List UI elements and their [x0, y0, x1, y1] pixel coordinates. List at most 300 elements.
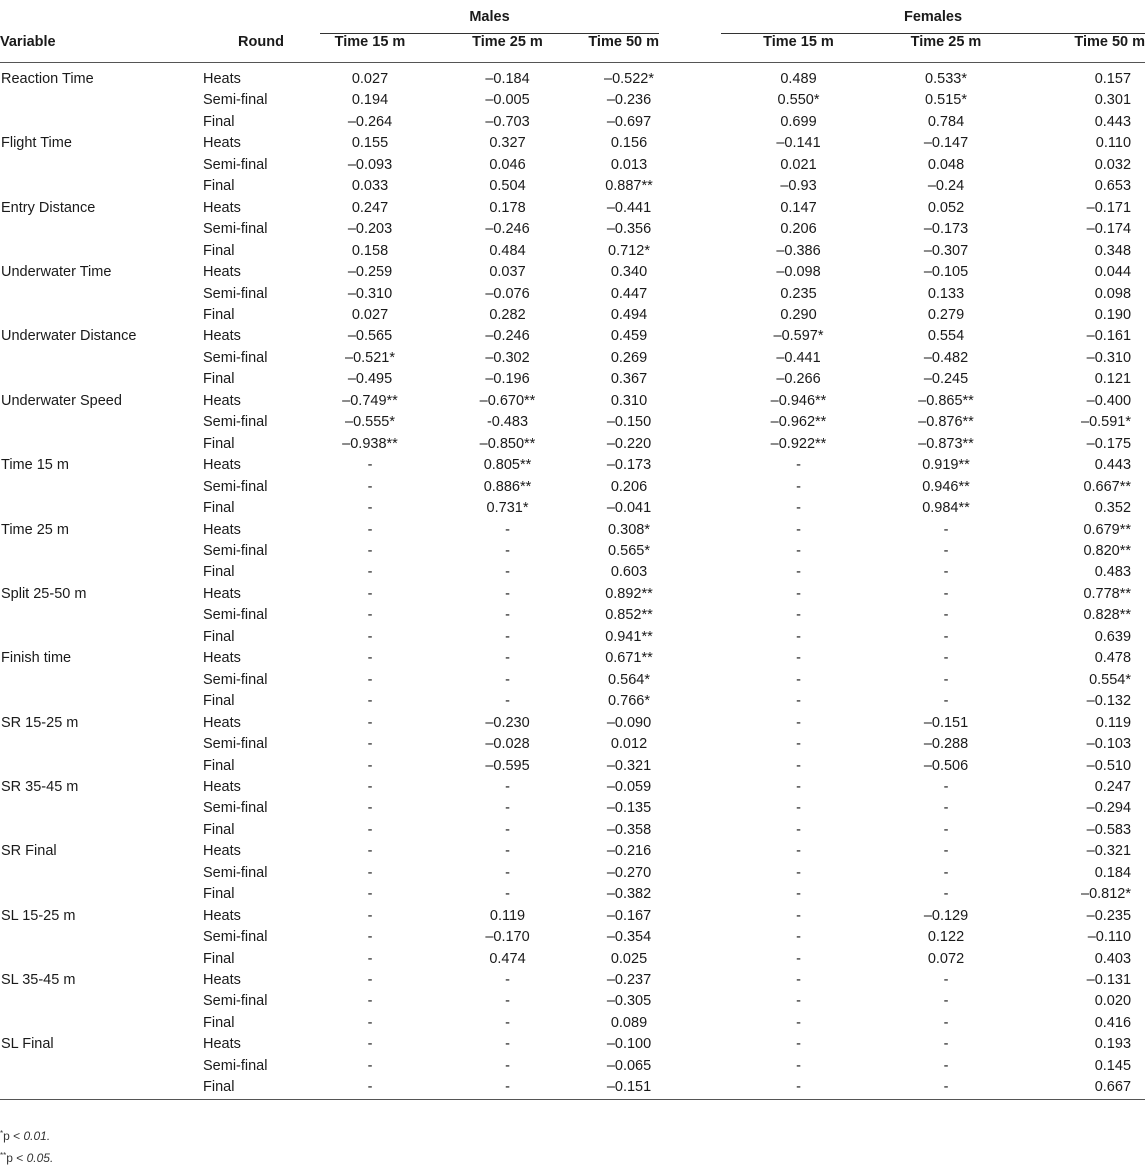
cell-round: Semi-final — [203, 542, 268, 559]
table-row — [0, 391, 1145, 412]
cell-variable: Underwater Distance — [1, 328, 137, 345]
cell-females-time50: 0.483 — [1094, 564, 1132, 581]
cell-females-time25: - — [943, 800, 949, 817]
cell-males-time50-value: –0.354 — [606, 929, 652, 946]
table-row — [0, 1034, 1145, 1055]
cell-males-time15: - — [367, 1014, 373, 1031]
cell-females-time50: 0.184 — [1094, 864, 1132, 881]
cell-gap — [659, 1013, 721, 1034]
cell-males-time50-value: 0.887** — [605, 178, 653, 195]
cell-females-time25: –0.151 — [923, 714, 969, 731]
cell-females-time25: 0.554 — [927, 328, 965, 345]
cell-gap — [659, 777, 721, 798]
cell-round: Semi-final — [203, 349, 268, 366]
table-row — [0, 477, 1145, 498]
cell-round: Heats — [203, 1036, 241, 1053]
cell-males-time50-value: 0.671** — [605, 650, 653, 667]
cell-gap — [659, 477, 721, 498]
cell-males-time50-value: –0.270 — [606, 864, 652, 881]
cell-females-time50: 0.679** — [1083, 521, 1132, 538]
cell-females-time15: –0.946** — [770, 392, 827, 409]
cell-females-time15: - — [796, 886, 801, 903]
cell-males-time50 — [595, 348, 659, 369]
cell-males-time25: - — [505, 864, 510, 881]
cell-variable — [0, 155, 202, 176]
cell-females-time15: - — [796, 714, 801, 731]
cell-males-time15: –0.264 — [347, 113, 393, 130]
cell-females-time15: - — [796, 929, 801, 946]
cell-males-time50 — [595, 326, 659, 347]
cell-variable: Finish time — [1, 650, 72, 667]
cell-males-time15: 0.247 — [351, 199, 389, 216]
cell-males-time25: –0.184 — [485, 71, 530, 87]
cell-gap — [659, 348, 721, 369]
cell-round: Final — [203, 178, 235, 195]
cell-variable — [0, 605, 202, 626]
cell-females-time25: - — [943, 607, 949, 624]
cell-variable — [0, 627, 202, 648]
cell-round: Heats — [203, 457, 241, 474]
cell-males-time15: - — [367, 564, 373, 581]
cell-females-time15: - — [796, 843, 801, 860]
col-header-males-time15: Time 15 m — [320, 34, 420, 63]
cell-females-time15: - — [796, 907, 801, 924]
cell-males-time50 — [595, 863, 659, 884]
cell-gap — [659, 1056, 721, 1077]
cell-females-time50: 0.403 — [1094, 950, 1132, 967]
cell-variable: SR 15-25 m — [1, 714, 79, 731]
cell-males-time15: –0.749** — [342, 392, 398, 409]
table-row — [0, 648, 1145, 669]
cell-males-time15: 0.194 — [351, 92, 389, 109]
cell-females-time50: 0.145 — [1094, 1057, 1132, 1074]
table-row — [0, 133, 1145, 154]
cell-females-time15: 0.206 — [780, 221, 817, 238]
cell-males-time50-value: –0.220 — [606, 435, 652, 452]
cell-round: Final — [202, 1077, 320, 1099]
cell-males-time50-value: –0.216 — [606, 843, 652, 860]
cell-males-time25: - — [505, 650, 510, 667]
col-header-variable: Variable — [0, 34, 202, 63]
cell-variable: SL Final — [1, 1036, 54, 1053]
cell-males-time15: - — [367, 778, 373, 795]
cell-females-time25: - — [943, 671, 949, 688]
cell-gap — [659, 884, 721, 905]
cell-females-time25: - — [943, 1036, 949, 1053]
cell-males-time15: - — [367, 457, 373, 474]
cell-females-time25: –0.129 — [923, 907, 969, 924]
cell-variable — [0, 412, 202, 433]
cell-gap — [659, 691, 721, 712]
cell-females-time25: –0.506 — [923, 757, 969, 774]
cell-round: Heats — [203, 264, 241, 281]
cell-males-time15: 0.158 — [351, 242, 389, 259]
cell-males-time15: –0.521* — [345, 349, 395, 366]
cell-females-time25: 0.279 — [927, 306, 965, 323]
cell-females-time50: 0.348 — [1094, 242, 1132, 259]
cell-males-time50 — [595, 841, 659, 862]
col-header-females-time25: Time 25 m — [876, 34, 1016, 63]
cell-males-time25: –0.850** — [479, 435, 536, 452]
cell-females-time25: - — [943, 650, 949, 667]
table-row — [0, 326, 1145, 347]
cell-males-time15: –0.565 — [347, 328, 393, 345]
cell-females-time25: - — [943, 521, 949, 538]
table-row — [0, 155, 1145, 176]
cell-round: Semi-final — [203, 1057, 268, 1074]
cell-females-time25: - — [943, 628, 949, 645]
cell-females-time25: - — [943, 693, 949, 710]
table-row — [0, 112, 1145, 133]
cell-females-time15: - — [796, 1014, 801, 1031]
cell-males-time25: - — [505, 521, 510, 538]
cell-males-time25: - — [505, 1057, 510, 1074]
cell-males-time25: - — [505, 1036, 510, 1053]
cell-females-time50: –0.235 — [1086, 907, 1132, 924]
cell-males-time25: 0.805** — [483, 457, 532, 474]
cell-females-time50: –0.131 — [1086, 972, 1132, 989]
cell-variable — [0, 756, 202, 777]
cell-females-time15: - — [796, 607, 801, 624]
cell-gap — [659, 520, 721, 541]
cell-round: Final — [203, 306, 235, 323]
cell-females-time50: 0.032 — [1094, 156, 1132, 173]
cell-females-time50: –0.174 — [1086, 221, 1132, 238]
cell-males-time50 — [595, 369, 659, 390]
cell-males-time15: - — [367, 1036, 373, 1053]
cell-males-time50-value: –0.697 — [606, 113, 652, 130]
cell-males-time25: –0.246 — [485, 221, 530, 238]
cell-males-time50 — [595, 498, 659, 519]
cell-males-time50 — [595, 777, 659, 798]
cell-females-time15: 0.699 — [780, 113, 817, 130]
cell-males-time50 — [595, 391, 659, 412]
cell-males-time50-value: 0.269 — [610, 349, 648, 366]
cell-males-time50-value: –0.100 — [606, 1036, 652, 1053]
cell-females-time50: 0.416 — [1094, 1014, 1132, 1031]
table-row — [0, 1056, 1145, 1077]
cell-males-time50-value: 0.025 — [610, 950, 648, 967]
cell-females-time15: –0.441 — [776, 349, 821, 366]
cell-males-time50-value: –0.522* — [604, 71, 654, 87]
cell-variable — [0, 798, 202, 819]
cell-males-time50-value: 0.340 — [610, 264, 648, 281]
cell-round: Heats — [203, 650, 241, 667]
cell-gap — [659, 991, 721, 1012]
cell-females-time50: –0.132 — [1086, 693, 1132, 710]
footnote-1-mark: * — [0, 1129, 4, 1138]
cell-variable — [0, 348, 202, 369]
cell-males-time50 — [595, 90, 659, 111]
cell-males-time25: 0.484 — [489, 242, 526, 259]
cell-gap — [659, 841, 721, 862]
cell-variable: Split 25-50 m — [1, 585, 87, 602]
cell-variable — [0, 541, 202, 562]
cell-males-time25: 0.886** — [483, 478, 532, 495]
cell-round: Semi-final — [203, 221, 268, 238]
cell-males-time50-value: –0.305 — [606, 993, 652, 1010]
cell-males-time50 — [595, 1034, 659, 1055]
cell-gap — [659, 498, 721, 519]
cell-variable — [0, 884, 202, 905]
cell-males-time15: - — [367, 478, 373, 495]
cell-females-time50: 0.443 — [1094, 113, 1132, 130]
cell-males-time50 — [595, 713, 659, 734]
cell-males-time50-value: –0.059 — [606, 778, 652, 795]
cell-females-time15: - — [796, 864, 801, 881]
cell-males-time50-value: –0.151 — [606, 1079, 652, 1096]
col-header-males-time25: Time 25 m — [420, 34, 595, 63]
cell-males-time50-value: –0.358 — [606, 821, 652, 838]
group-females: Females — [721, 0, 1145, 34]
table-row — [0, 241, 1145, 262]
cell-males-time15: –0.938** — [342, 435, 398, 452]
cell-variable: SR Final — [1, 843, 57, 860]
cell-females-time25: - — [943, 864, 949, 881]
cell-gap — [659, 155, 721, 176]
cell-variable: Reaction Time — [1, 71, 94, 87]
cell-variable — [0, 820, 202, 841]
cell-males-time50-value: 0.012 — [610, 736, 648, 753]
cell-females-time25: 0.048 — [927, 156, 965, 173]
cell-males-time50 — [595, 176, 659, 197]
cell-males-time50-value: 0.564* — [608, 671, 650, 688]
cell-males-time25: –0.703 — [485, 113, 530, 130]
cell-males-time15: - — [367, 950, 373, 967]
cell-round: Semi-final — [203, 156, 268, 173]
cell-round: Heats — [203, 135, 241, 152]
group-header-row — [0, 0, 1145, 34]
cell-variable — [0, 734, 202, 755]
group-spacer — [202, 0, 320, 34]
cell-variable: SL 35-45 m — [1, 972, 76, 989]
cell-males-time15: - — [367, 972, 373, 989]
table-row — [0, 63, 1145, 91]
cell-males-time50 — [595, 455, 659, 476]
table-row — [0, 348, 1145, 369]
cell-round: Final — [203, 950, 235, 967]
table-row — [0, 777, 1145, 798]
cell-females-time15: - — [796, 650, 801, 667]
cell-males-time50 — [595, 155, 659, 176]
table-row — [0, 949, 1145, 970]
cell-gap — [659, 369, 721, 390]
table-row — [0, 605, 1145, 626]
cell-variable: Time 15 m — [1, 457, 69, 474]
cell-males-time25: -0.483 — [486, 414, 529, 431]
cell-males-time50 — [595, 541, 659, 562]
cell-females-time50: 0.190 — [1094, 306, 1132, 323]
cell-females-time25: –0.865** — [918, 392, 974, 409]
cell-females-time25: 0.984** — [922, 500, 970, 517]
cell-males-time50 — [595, 627, 659, 648]
cell-variable — [0, 90, 202, 111]
cell-females-time25: 0.133 — [927, 285, 965, 302]
cell-males-time25: 0.504 — [489, 178, 526, 195]
table-row — [0, 562, 1145, 583]
cell-females-time15: - — [796, 993, 801, 1010]
cell-females-time25: 0.052 — [927, 199, 965, 216]
cell-males-time25: 0.327 — [489, 135, 526, 152]
cell-gap — [659, 241, 721, 262]
cell-males-time50-value: 0.852** — [605, 607, 653, 624]
cell-females-time50: 0.443 — [1094, 457, 1132, 474]
cell-females-time50: –0.161 — [1086, 328, 1132, 345]
table-row — [0, 90, 1145, 111]
table-row — [0, 670, 1145, 691]
cell-round: Semi-final — [203, 993, 268, 1010]
table-body — [0, 63, 1145, 1100]
table-row — [0, 262, 1145, 283]
footnote-2-text-b: 0.05. — [26, 1151, 54, 1165]
cell-females-time15: - — [796, 500, 801, 517]
cell-round: Final — [203, 242, 235, 259]
cell-males-time50 — [595, 219, 659, 240]
cell-variable: Underwater Speed — [1, 392, 122, 409]
cell-females-time50: –0.103 — [1086, 736, 1132, 753]
table-row — [0, 841, 1145, 862]
cell-round: Final — [203, 821, 235, 838]
cell-variable — [0, 434, 202, 455]
cell-females-time25: 0.072 — [927, 950, 965, 967]
cell-males-time25: –0.005 — [485, 92, 530, 109]
cell-variable — [0, 991, 202, 1012]
cell-males-time50 — [595, 820, 659, 841]
cell-females-time25: - — [943, 1057, 949, 1074]
cell-males-time50 — [595, 970, 659, 991]
cell-females-time25: –0.147 — [923, 135, 969, 152]
cell-gap — [659, 863, 721, 884]
cell-females-time50: 0.157 — [1094, 71, 1132, 87]
cell-gap — [659, 670, 721, 691]
cell-males-time50-value: 0.367 — [610, 371, 648, 388]
cell-gap — [659, 970, 721, 991]
footnote-1-text-b: 0.01. — [23, 1129, 51, 1143]
cell-males-time50-value: 0.494 — [610, 306, 648, 323]
cell-males-time25: - — [505, 886, 510, 903]
cell-females-time25: 0.515* — [925, 92, 967, 109]
cell-females-time15: - — [796, 821, 801, 838]
cell-males-time15: - — [367, 628, 373, 645]
cell-males-time50-value: 0.565* — [608, 542, 650, 559]
cell-females-time25: –0.876** — [918, 414, 974, 431]
cell-males-time50 — [595, 584, 659, 605]
cell-males-time50 — [595, 906, 659, 927]
cell-males-time25: - — [505, 778, 510, 795]
cell-males-time50-value: –0.356 — [606, 221, 652, 238]
cell-females-time15: 0.021 — [780, 156, 817, 173]
cell-females-time50: 0.301 — [1094, 92, 1132, 109]
cell-females-time15: - — [796, 1036, 801, 1053]
cell-females-time25: - — [943, 564, 949, 581]
cell-females-time50: –0.591* — [1081, 414, 1132, 431]
cell-males-time25: –0.595 — [485, 757, 530, 774]
cell-males-time15: 0.027 — [351, 306, 389, 323]
cell-males-time50-value: 0.310 — [610, 392, 648, 409]
group-gap — [659, 0, 721, 34]
cell-males-time15: - — [367, 843, 373, 860]
cell-gap — [659, 756, 721, 777]
cell-females-time15: - — [721, 1077, 876, 1099]
cell-males-time50 — [595, 798, 659, 819]
cell-males-time50-value: 0.206 — [610, 478, 648, 495]
table-row — [0, 198, 1145, 219]
cell-round: Heats — [203, 714, 241, 731]
cell-variable — [0, 369, 202, 390]
cell-males-time50 — [595, 884, 659, 905]
cell-males-time50 — [595, 756, 659, 777]
cell-variable — [0, 477, 202, 498]
cell-females-time50: –0.175 — [1086, 435, 1132, 452]
cell-males-time15: - — [367, 671, 373, 688]
cell-males-time50 — [595, 241, 659, 262]
table-row — [0, 820, 1145, 841]
table-row — [0, 284, 1145, 305]
cell-females-time50: –0.583 — [1086, 821, 1132, 838]
cell-males-time50 — [595, 133, 659, 154]
cell-females-time15: 0.489 — [780, 71, 817, 87]
cell-females-time15: –0.962** — [770, 414, 827, 431]
cell-round: Heats — [203, 585, 241, 602]
cell-females-time15: - — [796, 542, 801, 559]
cell-males-time15: - — [367, 800, 373, 817]
cell-variable — [0, 691, 202, 712]
cell-males-time25: - — [420, 1077, 595, 1099]
col-header-round: Round — [202, 34, 320, 63]
cell-males-time25: - — [505, 993, 510, 1010]
cell-females-time50: 0.828** — [1083, 607, 1132, 624]
cell-variable — [0, 241, 202, 262]
cell-gap — [659, 1034, 721, 1055]
table-row — [0, 369, 1145, 390]
cell-round: Heats — [203, 328, 241, 345]
cell-males-time25: - — [505, 1014, 510, 1031]
cell-males-time25: –0.302 — [485, 349, 530, 366]
table-row — [0, 927, 1145, 948]
cell-males-time15: - — [367, 886, 373, 903]
cell-females-time15: 0.235 — [780, 285, 817, 302]
cell-round: Final — [203, 564, 235, 581]
footnote-2-text-a: p < — [6, 1151, 27, 1165]
cell-females-time15: 0.290 — [780, 306, 817, 323]
cell-females-time15: - — [796, 778, 801, 795]
cell-gap — [659, 927, 721, 948]
cell-males-time25: - — [505, 800, 510, 817]
cell-gap — [659, 648, 721, 669]
group-males: Males — [320, 0, 659, 34]
cell-males-time25: –0.028 — [485, 736, 530, 753]
cell-males-time15: 0.155 — [351, 135, 389, 152]
cell-males-time25: 0.046 — [489, 156, 526, 173]
cell-males-time50-value: 0.712* — [608, 242, 650, 259]
cell-females-time50: 0.119 — [1095, 714, 1132, 731]
table-row — [0, 305, 1145, 326]
cell-females-time15: - — [796, 693, 801, 710]
cell-round: Final — [203, 628, 235, 645]
cell-gap — [659, 326, 721, 347]
cell-females-time15: - — [796, 671, 801, 688]
cell-round: Final — [203, 113, 235, 130]
cell-males-time50 — [595, 927, 659, 948]
cell-females-time15: - — [796, 478, 801, 495]
cell-variable — [0, 927, 202, 948]
cell-females-time25: 0.122 — [927, 929, 965, 946]
cell-variable — [0, 863, 202, 884]
cell-males-time25: - — [505, 628, 510, 645]
cell-variable: Time 25 m — [1, 521, 69, 538]
cell-round: Heats — [203, 843, 241, 860]
cell-males-time15: - — [367, 757, 373, 774]
